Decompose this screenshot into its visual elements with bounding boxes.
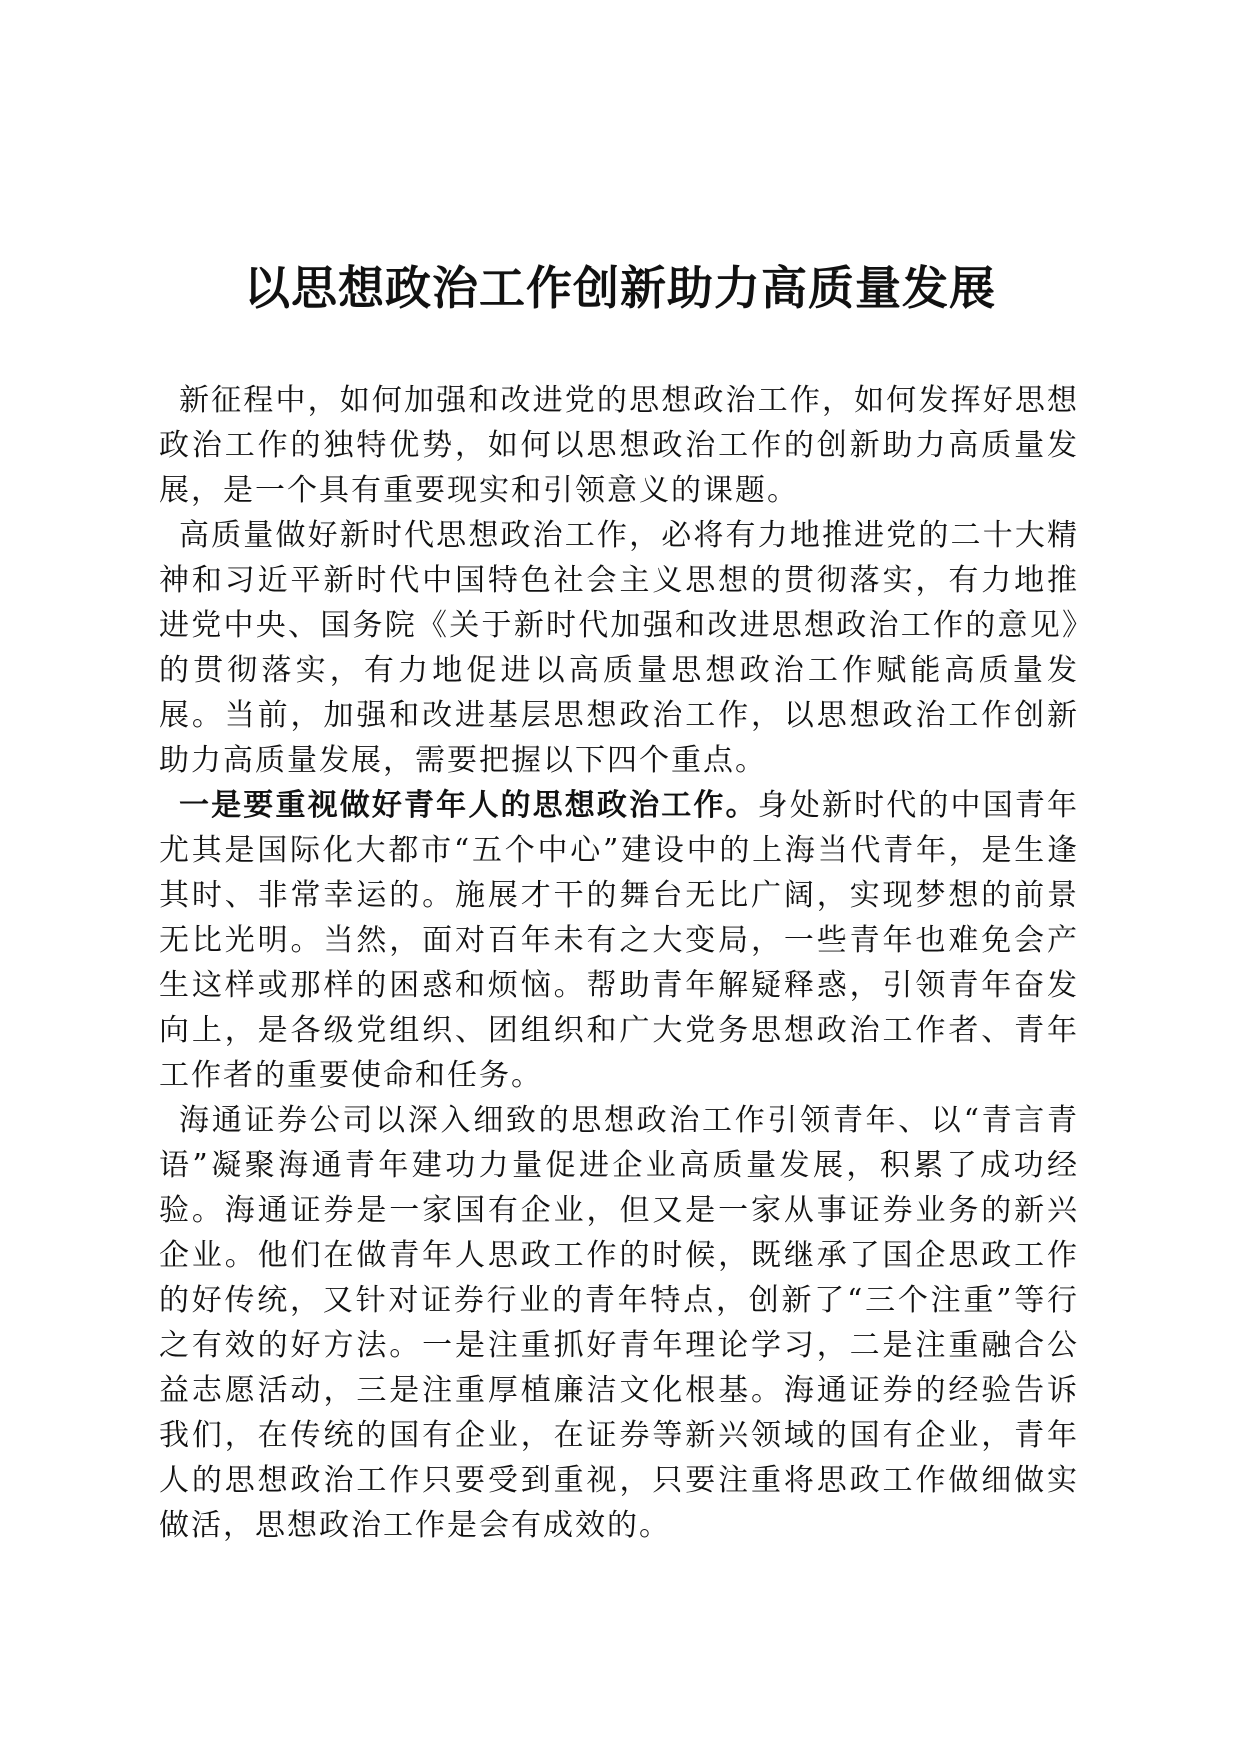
paragraph-2-text: 高质量做好新时代思想政治工作，必将有力地推进党的二十大精神和习近平新时代中国特色社会主义思想的贯彻落实，有力地推进党中央、国务院《关于新时代加强和改进思想政治工作的意见》的贯彻落实，有力地促进以高质量思想政治工作赋能高质量发展。当前，加强和改进基层思想政治工作，以思想政治工作创新助力高质量发展，需要把握以下四个重点。	[159, 518, 1079, 778]
paragraph-3-lead: 一是要重视做好青年人的思想政治工作。	[179, 788, 758, 823]
document-body	[159, 378, 1079, 1548]
document-title: 以思想政治工作创新助力高质量发展	[244, 261, 996, 315]
paragraph-3	[159, 783, 1079, 1098]
paragraph-3-text: 身处新时代的中国青年尤其是国际化大都市“五个中心”建设中的上海当代青年，是生逢其时、非常幸运的。施展才干的舞台无比广阔，实现梦想的前景无比光明。当然，面对百年未有之大变局，一些青年也难免会产生这样或那样的困惑和烦恼。帮助青年解疑释惑，引领青年奋发向上，是各级党组织、团组织和广大党务思想政治工作者、青年工作者的重要使命和任务。	[159, 788, 1080, 1093]
paragraph-2	[159, 513, 1079, 783]
paragraph-4-text: 海通证券公司以深入细致的思想政治工作引领青年、以“青言青语”凝聚海通青年建功力量促进企业高质量发展，积累了成功经验。海通证券是一家国有企业，但又是一家从事证券业务的新兴企业。他们在做青年人思政工作的时候，既继承了国企思政工作的好传统，又针对证券行业的青年特点，创新了“三个注重”等行之有效的好方法。一是注重抓好青年理论学习，二是注重融合公益志愿活动，三是注重厚植廉洁文化根基。海通证券的经验告诉我们，在传统的国有企业，在证券等新兴领域的国有企业，青年人的思想政治工作只要受到重视，只要注重将思政工作做细做实做活，思想政治工作是会有成效的。	[159, 1103, 1079, 1543]
paragraph-1-text: 新征程中，如何加强和改进党的思想政治工作，如何发挥好思想政治工作的独特优势，如何以思想政治工作的创新助力高质量发展，是一个具有重要现实和引领意义的课题。	[159, 383, 1079, 508]
paragraph-1	[159, 378, 1079, 513]
paragraph-4	[159, 1098, 1079, 1548]
